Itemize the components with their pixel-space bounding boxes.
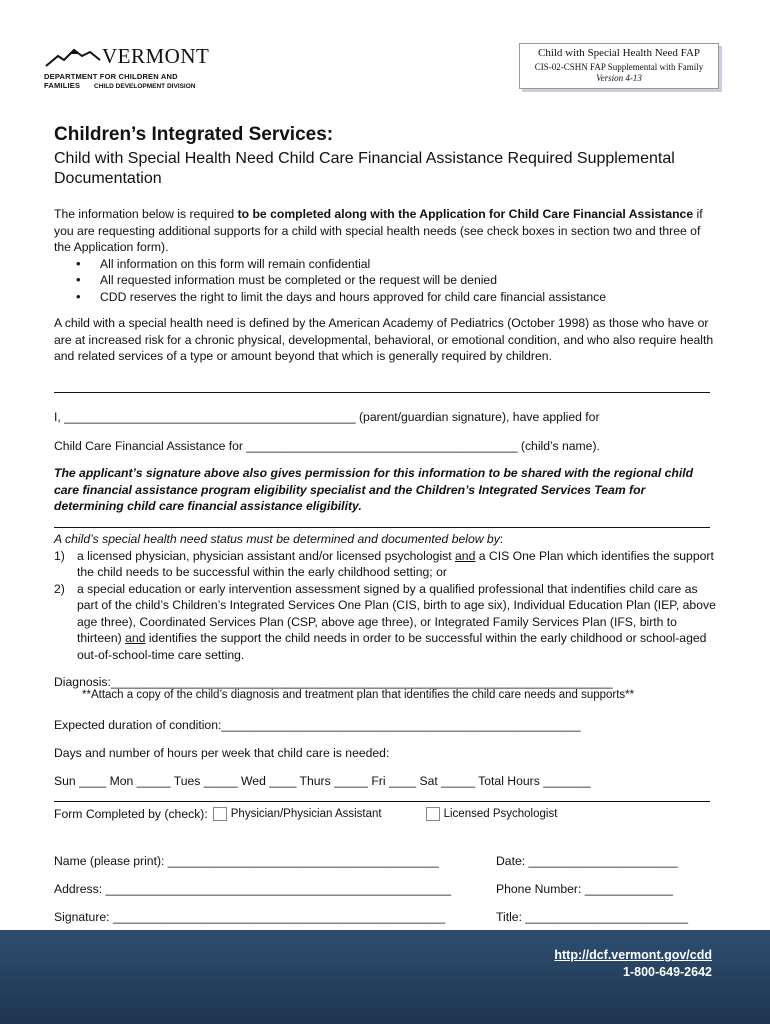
intro-text-a: The information below is required	[54, 207, 238, 221]
divider	[54, 392, 710, 393]
address-field[interactable]: Address: ___________________________________________________	[54, 882, 452, 896]
form-code: CIS-02-CSHN FAP Supplemental with Family	[534, 62, 704, 72]
completed-by-row	[54, 806, 557, 823]
signature-field[interactable]: Signature: _________________________________________________	[54, 910, 446, 924]
diagnosis-field[interactable]: Diagnosis:__________________________________________________________________________	[54, 675, 613, 689]
form-title: Child with Special Health Need FAP	[537, 47, 701, 59]
definition-text: A child with a special health need is defined by the American Academy of Pediatrics (October 1998) as those who have or are at increased risk for a chronic physical, developmental, behavioral, or emotional condition, and who also require health and related services of a type or amount beyond that which is generally required by children.	[54, 316, 714, 363]
bullet-item: • CDD reserves the right to limit the days and hours approved for child care financial assistance	[54, 289, 716, 306]
footer-url-link[interactable]: http://dcf.vermont.gov/cdd	[554, 948, 712, 962]
psychologist-option-label: Licensed Psychologist	[443, 808, 558, 820]
child-name-line[interactable]: Child Care Financial Assistance for ________________________________________ (child’s name).	[54, 439, 600, 453]
page-subtitle: Child with Special Health Need Child Care Financial Assistance Required Supplemental Documentation	[54, 150, 675, 187]
name-field[interactable]: Name (please print): ________________________________________	[54, 854, 439, 868]
intro-text-b: if you are requesting additional supports for a child with special health needs (see check boxes in section two and three of the Application form).	[54, 207, 703, 254]
page-title: Children’s Integrated Services:	[54, 124, 334, 145]
vermont-logo	[44, 44, 210, 104]
weekly-hours-field[interactable]: Sun ____ Mon _____ Tues _____ Wed ____ Thurs _____ Fri ____ Sat _____ Total Hours _______	[54, 774, 591, 788]
logo-state: VERMONT	[102, 44, 210, 68]
permission-statement: The applicant’s signature above also gives permission for this information to be shared with the regional child care financial assistance program eligibility specialist and the Children’s Integrated Services Team for determining child care financial assistance eligibility.	[54, 466, 694, 513]
duration-field[interactable]: Expected duration of condition:_____________________________________________________	[54, 718, 581, 732]
status-item: 2) a special education or early intervention assessment signed by a qualified professional that indentifies child care as part of the child’s Children’s Integrated Services One Plan (CIS, birth to age six), Individual Education Plan (IEP, above age three), Coordinated Services Plan (CSP, above age three), or Integrated Family Services Plan (IFS, birth to thirteen) and identifies the support the child needs in order to be successful within the early childhood or school-aged out-of-school-time care setting.	[54, 581, 716, 662]
status-item: 1) a licensed physician, physician assistant and/or licensed psychologist and a CIS One Plan which identifies the support the child needs to be successful within the early childhood setting; or	[54, 548, 714, 579]
phone-field[interactable]: Phone Number: _____________	[496, 882, 673, 896]
physician-checkbox[interactable]	[213, 807, 227, 821]
footer-banner	[0, 930, 770, 1024]
status-section: A child’s special health need status must be determined and documented below by: 1) a licensed physician, physician assistant and/or licensed psychologist and a CIS One Plan which identifies the support the child needs to be successful within the early childhood setting; or 2) a special education or early intervention assessment signed by a qualified professional that indentifies child care as part of the child’s Children’s Integrated Services One Plan (CIS, birth to age six), Individual Education Plan (IEP, above age three), Coordinated Services Plan (CSP, above age three), or Integrated Family Services Plan (IFS, birth to thirteen) and identifies the support the child needs in order to be successful within the early childhood or school-aged out-of-school-time care setting.	[54, 531, 720, 663]
bullet-item: • All information on this form will remain confidential	[54, 256, 716, 273]
physician-option-label: Physician/Physician Assistant	[230, 808, 382, 820]
status-heading: A child’s special health need status must be determined and documented below by	[54, 532, 500, 546]
logo-division: CHILD DEVELOPMENT DIVISION	[94, 83, 196, 90]
divider	[54, 801, 710, 802]
date-field[interactable]: Date: ______________________	[496, 854, 678, 868]
form-id-box	[519, 43, 719, 89]
intro-section	[54, 206, 716, 305]
footer-phone: 1-800-649-2642	[623, 965, 712, 979]
status-list	[54, 548, 720, 664]
divider	[54, 527, 710, 528]
bullet-item: • All requested information must be completed or the request will be denied	[54, 272, 716, 289]
intro-bullets	[54, 256, 716, 306]
intro-text-bold: to be completed along with the Application for Child Care Financial Assistance	[237, 207, 694, 221]
form-version: Version 4-13	[596, 73, 642, 83]
psychologist-checkbox[interactable]	[426, 807, 440, 821]
parent-signature-line[interactable]: I, ___________________________________________ (parent/guardian signature), have applied for	[54, 410, 600, 424]
mountain-logo-icon	[44, 46, 102, 68]
logo-department: DEPARTMENT FOR CHILDREN AND FAMILIES	[44, 72, 178, 90]
completed-by-label: Form Completed by (check):	[54, 807, 208, 821]
title-field[interactable]: Title: ________________________	[496, 910, 689, 924]
attach-note: **Attach a copy of the child’s diagnosis and treatment plan that identifies the child care needs and supports**	[82, 689, 635, 701]
days-label: Days and number of hours per week that child care is needed:	[54, 746, 390, 760]
